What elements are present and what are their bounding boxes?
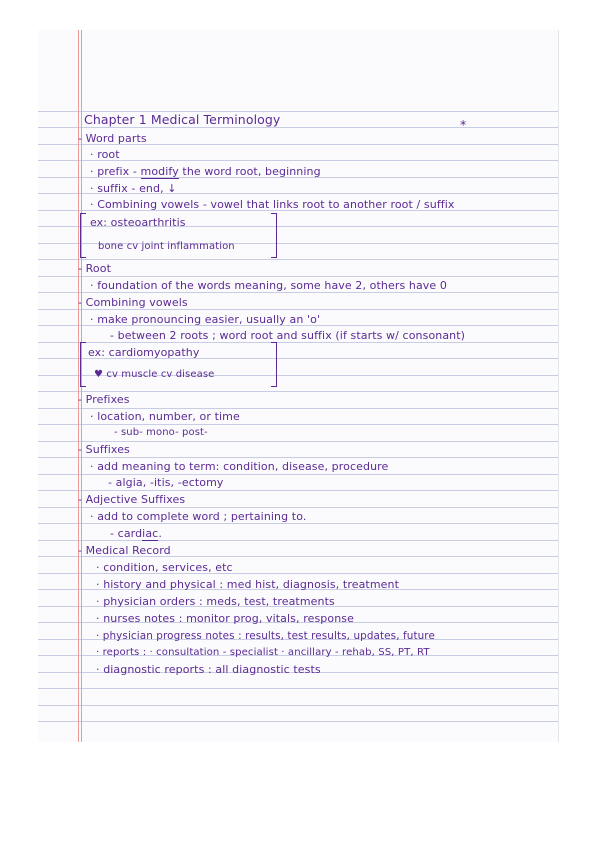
adj-text: - card: [110, 527, 143, 540]
prefix-text: · prefix -: [90, 165, 141, 178]
rule-line: [38, 408, 558, 409]
note-combining-vowels: · Combining vowels - vowel that links root to another root / suffix: [90, 198, 455, 211]
note-record-3: · physician orders : meds, test, treatments: [96, 595, 335, 608]
note-adj-2: [110, 527, 162, 541]
example-cardiomyopathy: ex: cardiomyopathy: [88, 346, 200, 359]
rule-line: [38, 276, 558, 277]
adj-underlined: iac: [142, 527, 159, 540]
heading-medical-record: - Medical Record: [78, 544, 171, 557]
note-cv-1: · make pronouncing easier, usually an 'o': [90, 313, 321, 326]
rule-line: [38, 688, 558, 689]
star-mark: *: [460, 117, 467, 132]
rule-line: [38, 424, 558, 425]
adj-rest: .: [158, 527, 162, 540]
example-cardiomyopathy-parts: ♥ cv muscle cv disease: [94, 369, 215, 380]
note-suffixes-2: - algia, -itis, -ectomy: [108, 476, 224, 489]
rule-line: [38, 441, 558, 442]
note-prefixes-1: · location, number, or time: [90, 410, 240, 423]
rule-line: [38, 127, 558, 128]
rule-line: [38, 721, 558, 722]
note-root-definition: · foundation of the words meaning, some have 2, others have 0: [90, 279, 447, 292]
example-bracket-left: [80, 213, 86, 258]
notebook-page: [38, 30, 559, 742]
note-suffix: · suffix - end, ↓: [90, 182, 177, 195]
note-record-5: · physician progress notes : results, test results, updates, future: [96, 630, 435, 642]
rule-line: [38, 490, 558, 491]
prefix-underlined: modify: [140, 165, 179, 178]
example-osteoarthritis: ex: osteoarthritis: [90, 216, 186, 229]
heading-adjective-suffixes: - Adjective Suffixes: [78, 493, 186, 506]
rule-line: [38, 391, 558, 392]
page-title: Chapter 1 Medical Terminology: [84, 112, 281, 127]
rule-line: [38, 474, 558, 475]
rule-line: [38, 507, 558, 508]
example-bracket-right: [271, 342, 277, 387]
note-cv-2: - between 2 roots ; word root and suffix (if starts w/ consonant): [110, 329, 466, 342]
prefix-rest: the word root, beginning: [178, 165, 321, 178]
heading-combining-vowels: - Combining vowels: [78, 296, 188, 309]
example-bracket-right: [271, 213, 277, 258]
heading-word-parts: - Word parts: [78, 132, 147, 145]
heading-suffixes: - Suffixes: [78, 443, 130, 456]
rule-line: [38, 457, 558, 458]
example-osteoarthritis-parts: bone cv joint inflammation: [98, 241, 235, 252]
note-record-4: · nurses notes : monitor prog, vitals, response: [96, 612, 354, 625]
note-suffixes-1: · add meaning to term: condition, disease, procedure: [90, 460, 389, 473]
note-record-6: · reports : · consultation - specialist · ancillary - rehab, SS, PT, RT: [96, 647, 430, 658]
note-root: · root: [90, 148, 120, 161]
example-bracket-left: [80, 342, 86, 387]
heading-root: - Root: [78, 262, 111, 275]
heading-prefixes: - Prefixes: [78, 393, 130, 406]
rule-line: [38, 259, 558, 260]
note-adj-1: · add to complete word ; pertaining to.: [90, 510, 307, 523]
note-prefix: [90, 165, 321, 179]
note-record-1: · condition, services, etc: [96, 561, 233, 574]
note-record-2: · history and physical : med hist, diagnosis, treatment: [96, 578, 399, 591]
rule-line: [38, 705, 558, 706]
note-record-7: · diagnostic reports : all diagnostic tests: [96, 663, 321, 676]
note-prefixes-2: - sub- mono- post-: [114, 427, 208, 438]
